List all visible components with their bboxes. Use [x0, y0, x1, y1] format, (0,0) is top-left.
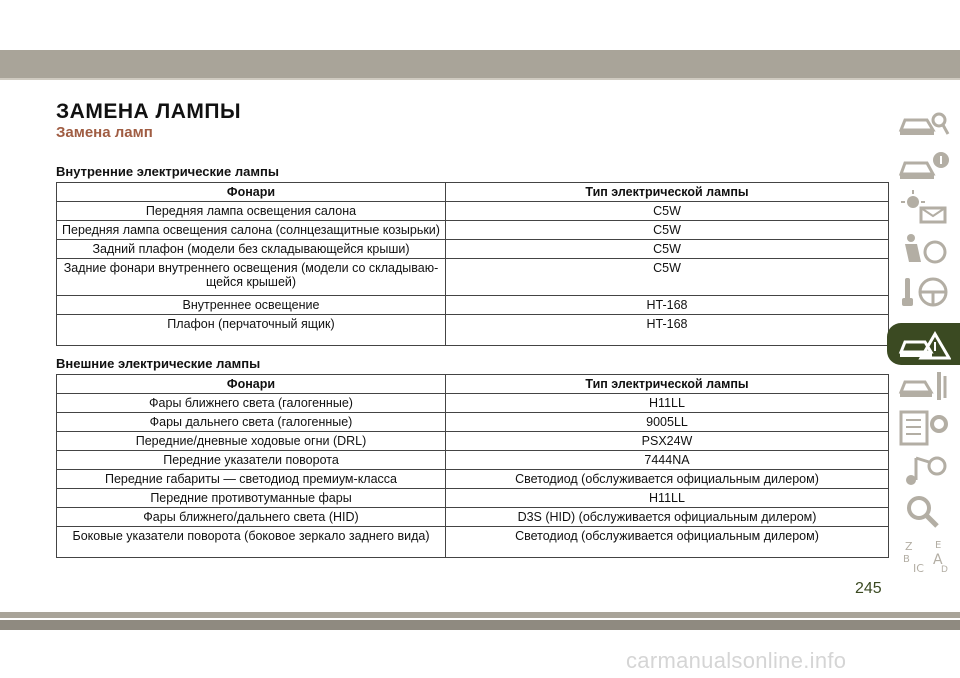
car-hazard-icon — [897, 326, 951, 362]
car-info-icon — [897, 148, 951, 184]
alphabet-index-icon — [897, 538, 951, 574]
cell-type: Светодиод (обслуживается официальным дилером) — [446, 527, 889, 558]
page-subtitle: Замена ламп — [56, 124, 153, 141]
cell-type: C5W — [446, 259, 889, 296]
car-search-icon — [897, 106, 951, 142]
bottom-band — [0, 612, 960, 618]
cell-type: C5W — [446, 221, 889, 240]
cell-type: C5W — [446, 202, 889, 221]
cell-type: PSX24W — [446, 432, 889, 451]
svg-text:A: A — [932, 552, 943, 568]
table-row — [57, 527, 889, 558]
cell-lamp: Фары ближнего/дальнего света (HID) — [57, 508, 446, 527]
interior-heading: Внутренние электрические лампы — [56, 164, 279, 179]
cell-type: HT-168 — [446, 296, 889, 315]
cell-lamp: Передние указатели поворота — [57, 451, 446, 470]
tab-car-info[interactable] — [887, 145, 960, 187]
tab-multimedia[interactable] — [887, 449, 960, 491]
table-row — [57, 451, 889, 470]
cell-type: C5W — [446, 240, 889, 259]
table-row — [57, 394, 889, 413]
table-row — [57, 413, 889, 432]
car-tools-icon — [897, 368, 951, 404]
airbag-seat-icon — [897, 232, 951, 268]
column-header: Фонари — [57, 375, 446, 394]
table-row — [57, 489, 889, 508]
svg-text:Z: Z — [904, 540, 913, 553]
svg-text:D: D — [940, 565, 948, 574]
cell-lamp: Передние габариты — светодиод премиум-класса — [57, 470, 446, 489]
cell-lamp: Боковые указатели поворота (боковое зеркало заднего вида) — [57, 527, 446, 558]
exterior-heading: Внешние электрические лампы — [56, 356, 261, 371]
table-row — [57, 432, 889, 451]
cell-lamp: Внутреннее освещение — [57, 296, 446, 315]
svg-text:IC: IC — [912, 562, 924, 574]
svg-text:E: E — [934, 540, 941, 551]
table-row — [57, 315, 889, 346]
tab-car-tools[interactable] — [887, 365, 960, 407]
column-header: Фонари — [57, 183, 446, 202]
cell-type: D3S (HID) (обслуживается официальным дилером) — [446, 508, 889, 527]
cell-type: 7444NA — [446, 451, 889, 470]
cell-type: H11LL — [446, 394, 889, 413]
tab-car-hazard[interactable] — [887, 323, 960, 365]
tab-settings-list[interactable] — [887, 407, 960, 449]
tab-alphabet-index[interactable] — [887, 535, 960, 577]
steering-wheel-icon — [897, 274, 951, 310]
cell-lamp-line: щейся крышей) — [205, 275, 297, 289]
table-header-row — [57, 183, 889, 202]
tab-airbag-seat[interactable] — [887, 229, 960, 271]
table-row — [57, 259, 889, 296]
top-band-line — [0, 78, 960, 80]
table-row — [57, 221, 889, 240]
cell-lamp: Задний плафон (модели без складывающейся крыши) — [57, 240, 446, 259]
cell-lamp: Плафон (перчаточный ящик) — [57, 315, 446, 346]
bottom-band-dark — [0, 620, 960, 630]
page-number: 245 — [855, 580, 882, 597]
watermark: carmanualsonline.info — [626, 648, 847, 673]
cell-lamp — [57, 259, 446, 296]
column-header: Тип электрической лампы — [446, 183, 889, 202]
table-row — [57, 202, 889, 221]
interior-table — [56, 182, 889, 346]
cell-type: Светодиод (обслуживается официальным дилером) — [446, 470, 889, 489]
tab-steering-wheel[interactable] — [887, 271, 960, 313]
tab-warning-lights[interactable] — [887, 187, 960, 229]
cell-type: H11LL — [446, 489, 889, 508]
settings-list-icon — [897, 410, 951, 446]
table-header-row — [57, 375, 889, 394]
tab-magnifier[interactable] — [887, 491, 960, 533]
table-row — [57, 240, 889, 259]
svg-text:B: B — [902, 554, 910, 565]
cell-lamp: Передняя лампа освещения салона — [57, 202, 446, 221]
cell-type: HT-168 — [446, 315, 889, 346]
cell-lamp: Передние/дневные ходовые огни (DRL) — [57, 432, 446, 451]
column-header: Тип электрической лампы — [446, 375, 889, 394]
cell-lamp: Фары ближнего света (галогенные) — [57, 394, 446, 413]
cell-lamp: Передние противотуманные фары — [57, 489, 446, 508]
multimedia-icon — [897, 452, 951, 488]
cell-lamp: Фары дальнего света (галогенные) — [57, 413, 446, 432]
warning-lights-icon — [897, 190, 951, 226]
magnifier-icon — [897, 494, 951, 530]
table-row — [57, 508, 889, 527]
tab-car-search[interactable] — [887, 103, 960, 145]
exterior-table — [56, 374, 889, 558]
table-row — [57, 470, 889, 489]
cell-lamp-line: Задние фонари внутреннего освещения (модели со складываю- — [63, 261, 439, 275]
top-band — [0, 50, 960, 78]
page-title: ЗАМЕНА ЛАМПЫ — [56, 100, 242, 123]
table-row — [57, 296, 889, 315]
cell-lamp: Передняя лампа освещения салона (солнцезащитные козырьки) — [57, 221, 446, 240]
cell-type: 9005LL — [446, 413, 889, 432]
